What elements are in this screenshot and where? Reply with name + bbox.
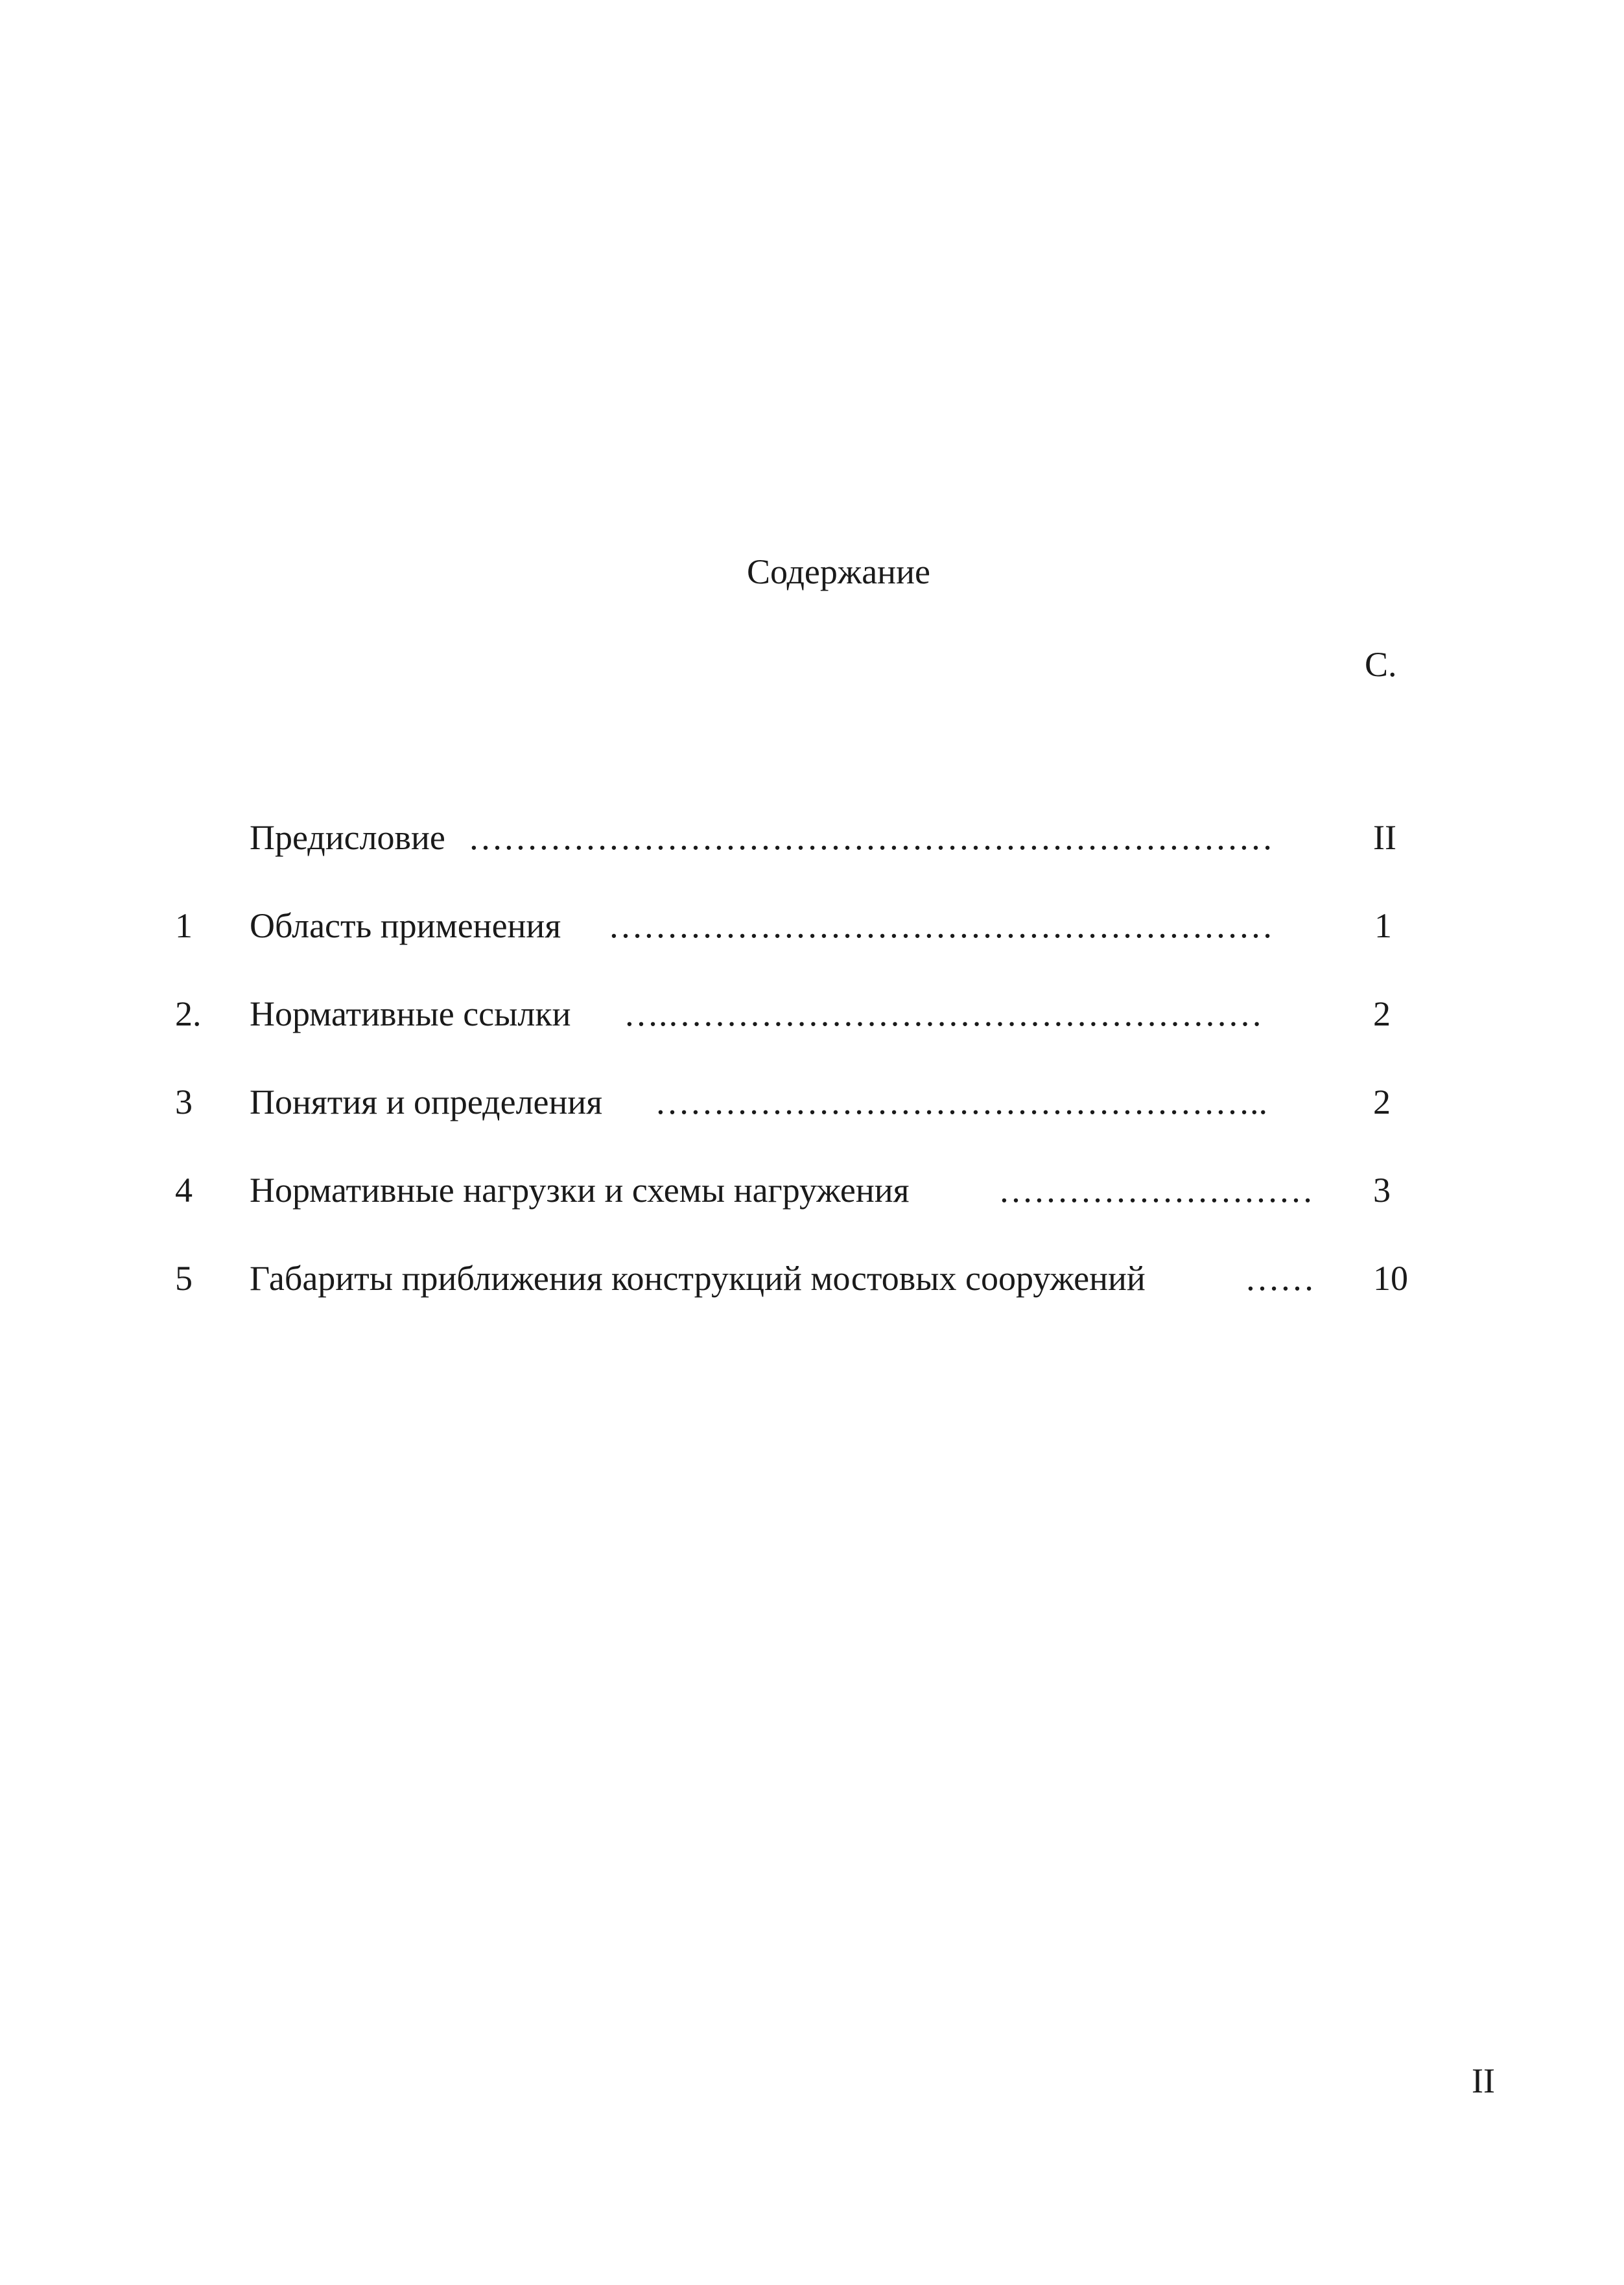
footer-page-number: II (1472, 2061, 1495, 2100)
toc-item-title: Нормативные нагрузки и схемы нагружения (250, 1171, 910, 1210)
toc-item-leader: ………………………………………………… (608, 906, 1273, 945)
toc-item-leader: …… (1245, 1259, 1315, 1298)
toc-item-number: 2. (175, 994, 202, 1033)
toc-item[interactable] (0, 1083, 1624, 1134)
toc-item-page: 1 (1374, 906, 1392, 945)
toc-item-leader: …………………………………………………………… (468, 818, 1273, 857)
toc-item-title: Понятия и определения (250, 1083, 603, 1121)
toc-item-number: 5 (175, 1259, 193, 1298)
toc-heading: Содержание (747, 552, 930, 591)
toc-item-number: 3 (175, 1083, 193, 1121)
toc-item-page: 10 (1373, 1259, 1408, 1298)
toc-item-page: 2 (1373, 1083, 1391, 1121)
toc-item-leader: ……………………… (998, 1171, 1313, 1210)
toc-item-title: Область применения (250, 906, 561, 945)
page-column-label: С. (1365, 645, 1397, 684)
toc-item[interactable] (0, 994, 1624, 1046)
toc-item-number: 4 (175, 1171, 193, 1210)
toc-item[interactable] (0, 906, 1624, 958)
toc-item[interactable] (0, 1259, 1624, 1311)
toc-item-number: 1 (175, 906, 193, 945)
toc-item[interactable] (0, 1171, 1624, 1223)
toc-item[interactable] (0, 818, 1624, 870)
toc-item-title: Предисловие (250, 818, 445, 857)
toc-item-title: Габариты приближения конструкций мостовых сооружений (250, 1259, 1146, 1298)
toc-item-page: II (1373, 818, 1396, 857)
toc-item-title: Нормативные ссылки (250, 994, 571, 1033)
toc-item-page: 2 (1373, 994, 1391, 1033)
toc-item-leader: ….…………………………………………… (624, 994, 1263, 1033)
toc-item-page: 3 (1373, 1171, 1391, 1210)
toc-item-leader: …………………………………………….. (655, 1083, 1267, 1121)
